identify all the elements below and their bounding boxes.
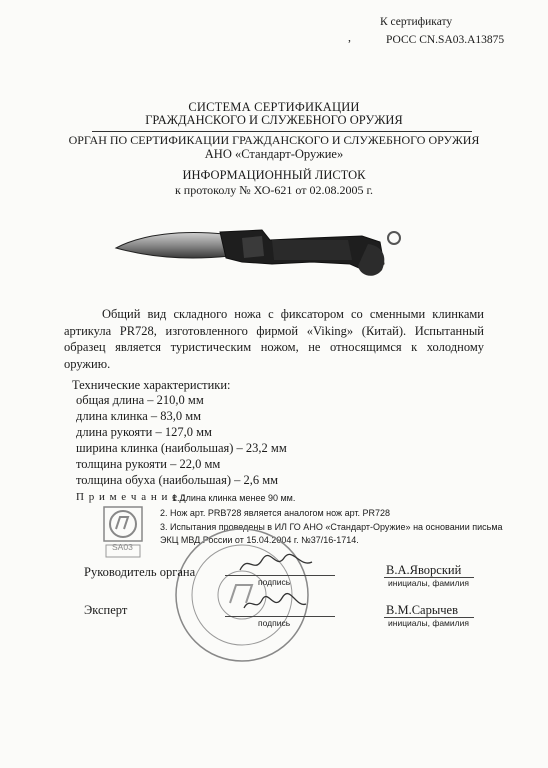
folding-knife-photo [112, 226, 412, 286]
name-caption: инициалы, фамилия [388, 578, 469, 588]
certification-body-name: АНО «Стандарт-Оружие» [204, 147, 344, 161]
system-title-line2: ГРАЖДАНСКОГО И СЛУЖЕБНОГО ОРУЖИЯ [145, 113, 403, 127]
note-item: 1.Длина клинка менее 90 мм. [172, 493, 296, 503]
certification-mark-icon [94, 505, 154, 561]
spec-item: толщина обуха (наибольшая) – 2,6 мм [76, 473, 279, 487]
signature-line [225, 616, 335, 617]
spec-item: общая длина – 210,0 мм [76, 393, 204, 407]
handwritten-signature-icon [236, 552, 316, 576]
spec-item: длина рукояти – 127,0 мм [76, 425, 212, 439]
note-item: 3. Испытания проведены в ИЛ ГО АНО «Стандарт-Оружие» на основании письма [160, 522, 503, 532]
certification-body-title: ОРГАН ПО СЕРТИФИКАЦИИ ГРАЖДАНСКОГО И СЛУЖЕБНОГО ОРУЖИЯ [68, 133, 480, 147]
description-text: Общий вид складного ножа с фиксатором со сменными клинками артикула PR728, изготовленного фирмой «Viking» (Китай). Испытанный образец является туристическим ножом, не относящимся к холодному оружию. [64, 307, 484, 371]
certificate-ref-line2: РОСС CN.SA03.A13875 [386, 34, 505, 46]
system-title-line1: СИСТЕМА СЕРТИФИКАЦИИ [188, 100, 360, 114]
handwritten-signature-icon [240, 592, 310, 616]
knife-description [64, 306, 484, 372]
document-subtitle: к протоколу № ХО-621 от 02.08.2005 г. [174, 183, 374, 197]
specs-title: Технические характеристики: [72, 378, 231, 392]
note-item: ЭКЦ МВД России от 15.04.2004 г. №37/16-1714. [160, 535, 359, 545]
spec-item: толщина рукояти – 22,0 мм [76, 457, 221, 471]
signatory-name: В.М.Сарычев [386, 603, 458, 617]
spec-item: ширина клинка (наибольшая) – 23,2 мм [76, 441, 287, 455]
name-caption: инициалы, фамилия [388, 618, 469, 628]
signature-caption: подпись [258, 577, 291, 587]
document-title: ИНФОРМАЦИОННЫЙ ЛИСТОК [182, 168, 366, 182]
signature-role: Руководитель органа [84, 565, 196, 579]
stray-comma: , [348, 30, 351, 44]
spec-item: длина клинка – 83,0 мм [76, 409, 202, 423]
signature-caption: подпись [258, 618, 291, 628]
title-divider [92, 131, 472, 132]
certificate-ref-line1: К сертификату [380, 16, 453, 28]
notes-lead: П р и м е ч а н и е : [76, 491, 186, 503]
certification-mark-label: SA03 [112, 542, 133, 552]
signatory-name: В.А.Яворский [386, 563, 462, 577]
note-item: 2. Нож арт. PRB728 является аналогом нож арт. PR728 [160, 508, 391, 518]
signature-role: Эксперт [84, 603, 128, 617]
